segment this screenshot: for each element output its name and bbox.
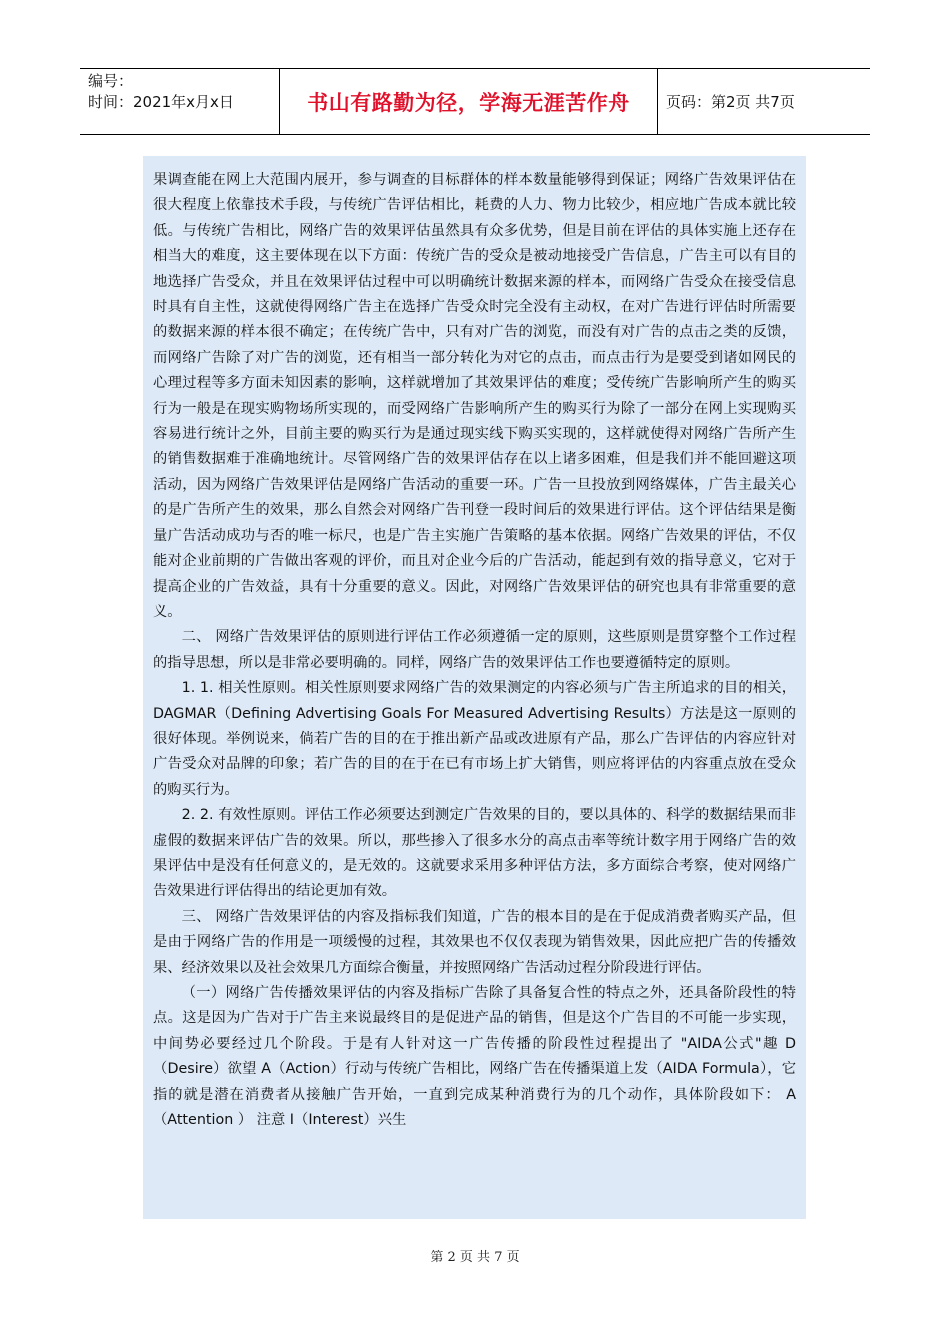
header-meta (80, 69, 280, 134)
page-header (80, 68, 870, 135)
header-motto: 书山有路勤为径，学海无涯苦作舟 (307, 89, 630, 115)
header-page-code-cell (658, 69, 870, 134)
body-paragraph: （一）网络广告传播效果评估的内容及指标广告除了具备复合性的特点之外，还具备阶段性的特点。这是因为广告对于广告主来说最终目的是促进产品的销售，但是这个广告目的不可能一步实现，中间势必要经过几个阶段。于是有人针对这一广告传播的阶段性过程提出了 "AIDA公式"趣 D（Desire）欲望 A（Action）行动与传统广告相比，网络广告在传播渠道上发（AIDA Formula），它指的就是潜在消费者从接触广告开始，一直到完成某种消费行为的几个动作，具体阶段如下： A（Attention ） 注意 I（Interest）兴生 (153, 985, 796, 1129)
body-paragraph: 二、 网络广告效果评估的原则进行评估工作必须遵循一定的原则，这些原则是贯穿整个工作过程的指导思想，所以是非常必要明确的。同样，网络广告的效果评估工作也要遵循特定的原则。 (153, 629, 796, 671)
page-footer: 第 2 页 共 7 页 (430, 1250, 520, 1265)
header-motto-cell (280, 69, 658, 134)
header-page-code: 页码：第2页 共7页 (666, 93, 795, 111)
body-paragraph: 果调查能在网上大范围内展开，参与调查的目标群体的样本数量能够得到保证；网络广告效果评估在很大程度上依靠技术手段，与传统广告评估相比，耗费的人力、物力比较少，相应地广告成本就比较低。与传统广告相比，网络广告的效果评估虽然具有众多优势，但是目前在评估的具体实施上还存在相当大的难度，这主要体现在以下方面：传统广告的受众是被动地接受广告信息，广告主可以有目的地选择广告受众，并且在效果评估过程中可以明确统计数据来源的样本，而网络广告受众在接受信息时具有自主性，这就使得网络广告主在选择广告受众时完全没有主动权，在对广告进行评估时所需要的数据来源的样本很不确定；在传统广告中，只有对广告的浏览，而没有对广告的点击之类的反馈，而网络广告除了对广告的浏览，还有相当一部分转化为对它的点击，而点击行为是要受到诸如网民的心理过程等多方面未知因素的影响，这样就增加了其效果评估的难度；受传统广告影响所产生的购买行为一般是在现实购物场所实现的，而受网络广告影响所产生的购买行为除了一部分在网上实现购买容易进行统计之外，目前主要的购买行为是通过现实线下购买实现的，这样就使得对网络广告所产生的销售数据难于准确地统计。尽管网络广告的效果评估存在以上诸多困难，但是我们并不能回避这项活动，因为网络广告效果评估是网络广告活动的重要一环。广告一旦投放到网络媒体，广告主最关心的是广告所产生的效果，那么自然会对网络广告刊登一段时间后的效果进行评估。这个评估结果是衡量广告活动成功与否的唯一标尺，也是广告主实施广告策略的基本依据。网络广告效果的评估，不仅能对企业前期的广告做出客观的评价，而且对企业今后的广告活动，能起到有效的指导意义，它对于提高企业的广告效益，具有十分重要的意义。因此，对网络广告效果评估的研究也具有非常重要的意义。 (153, 172, 796, 620)
body-paragraph: 1. 1. 相关性原则。相关性原则要求网络广告的效果测定的内容必须与广告主所追求的目的相关，DAGMAR（Defining Advertising Goals For Measured Advertising Results）方法是这一原则的很好体现。举例说来，倘若广告的目的在于推出新产品或改进原有产品，那么广告评估的内容应针对广告受众对品牌的印象；若广告的目的在于在已有市场上扩大销售，则应将评估的内容重点放在受众的购买行为。 (153, 680, 796, 798)
document-number-label: 编号： (88, 72, 134, 90)
body-paragraph: 三、 网络广告效果评估的内容及指标我们知道，广告的根本目的是在于促成消费者购买产品，但是由于网络广告的作用是一项缓慢的过程，其效果也不仅仅表现为销售效果，因此应把广告的传播效果、经济效果以及社会效果几方面综合衡量，并按照网络广告活动过程分阶段进行评估。 (153, 908, 796, 976)
document-time-label: 时间：2021年x月x日 (88, 93, 234, 111)
document-body (143, 156, 806, 1219)
body-paragraph: 2. 2. 有效性原则。评估工作必须要达到测定广告效果的目的，要以具体的、科学的数据结果而非虚假的数据来评估广告的效果。所以，那些掺入了很多水分的高点击率等统计数字用于网络广告的效果评估中是没有任何意义的，是无效的。这就要求采用多种评估方法，多方面综合考察，使对网络广告效果进行评估得出的结论更加有效。 (153, 807, 796, 900)
